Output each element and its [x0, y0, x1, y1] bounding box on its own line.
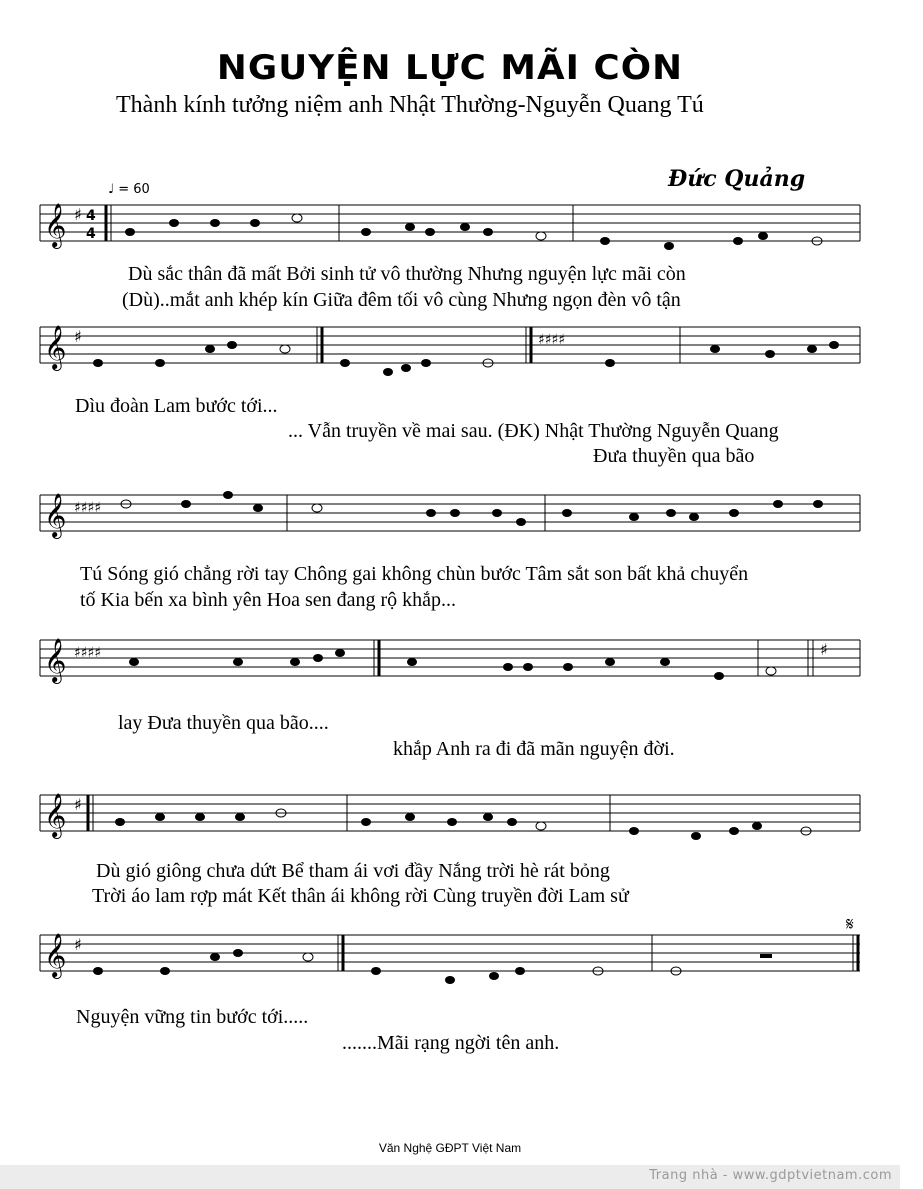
- lyric-line: Dìu đoàn Lam bước tới...: [75, 395, 278, 417]
- notes-group: [121, 491, 823, 526]
- lyric-line: ... Vẫn truyền về mai sau. (ĐK) Nhật Thường Nguyễn Quang: [288, 420, 779, 442]
- lyric-line: Dù gió giông chưa dứt Bể tham ái vơi đầy Nắng trời hè rát bỏng: [96, 860, 610, 882]
- treble-clef-icon: 𝄞: [44, 638, 67, 682]
- composer-name: Đức Quảng: [668, 166, 806, 192]
- lyric-line: (Dù)..mắt anh khép kín Giữa đêm tối vô cùng Nhưng ngọn đèn vô tận: [122, 289, 681, 311]
- key-signature-icon: ♯♯♯♯: [74, 500, 102, 516]
- staff-system-2: [0, 322, 900, 372]
- sharp-icon: ♯: [74, 935, 82, 954]
- sharp-icon: ♯: [74, 327, 82, 346]
- lyric-line: Trời áo lam rợp mát Kết thân ái không rời Cùng truyền đời Lam sử: [92, 885, 629, 907]
- staff-system-6: [0, 914, 900, 980]
- notes-group: [93, 949, 772, 984]
- staff-system-4: [0, 635, 900, 685]
- treble-clef-icon: 𝄞: [44, 793, 67, 837]
- lyric-line: lay Đưa thuyền qua bão....: [118, 712, 329, 734]
- sharp-icon: ♯: [74, 205, 82, 224]
- key-signature-icon: ♯♯♯♯: [74, 645, 102, 661]
- publisher-footer: Văn Nghệ GĐPT Việt Nam: [378, 1141, 522, 1155]
- segno-icon: 𝄋: [846, 914, 854, 935]
- time-signature-bottom: 4: [86, 226, 96, 242]
- tempo-marking: ♩ = 60: [108, 182, 150, 197]
- lyric-line: tố Kia bến xa bình yên Hoa sen đang rộ khắp...: [80, 589, 457, 611]
- lyric-line: .......Mãi rạng ngời tên anh.: [342, 1032, 560, 1054]
- key-signature-icon: ♯♯♯♯: [538, 332, 566, 348]
- sharp-icon: ♯: [820, 640, 828, 659]
- staff-system-1: [0, 200, 900, 250]
- treble-clef-icon: 𝄞: [44, 493, 67, 537]
- song-title: NGUYỆN LỰC MÃI CÒN: [216, 48, 684, 88]
- dedication-subtitle: Thành kính tưởng niệm anh Nhật Thường-Nguyễn Quang Tú: [116, 92, 704, 118]
- notes-group: [93, 341, 839, 376]
- treble-clef-icon: 𝄞: [44, 203, 67, 247]
- treble-clef-icon: 𝄞: [44, 325, 67, 369]
- sharp-icon: ♯: [74, 795, 82, 814]
- notes-group: [115, 809, 811, 840]
- treble-clef-icon: 𝄞: [44, 933, 67, 977]
- staff-system-3: [0, 490, 900, 540]
- lyric-line: Đưa thuyền qua bão: [593, 445, 755, 467]
- notes-group: [129, 649, 776, 680]
- lyric-line: khắp Anh ra đi đã mãn nguyện đời.: [393, 738, 675, 760]
- lyric-line: Tú Sóng gió chẳng rời tay Chông gai không chùn bước Tâm sắt son bất khả chuyển: [80, 563, 749, 585]
- staff-system-5: [0, 790, 900, 840]
- time-signature-top: 4: [86, 208, 96, 224]
- lyric-line: Nguyện vững tin bước tới.....: [76, 1006, 309, 1028]
- watermark-text: Trang nhà - www.gdptvietnam.com: [649, 1168, 892, 1183]
- lyric-line: Dù sắc thân đã mất Bởi sinh tử vô thường Nhưng nguyện lực mãi còn: [128, 263, 686, 285]
